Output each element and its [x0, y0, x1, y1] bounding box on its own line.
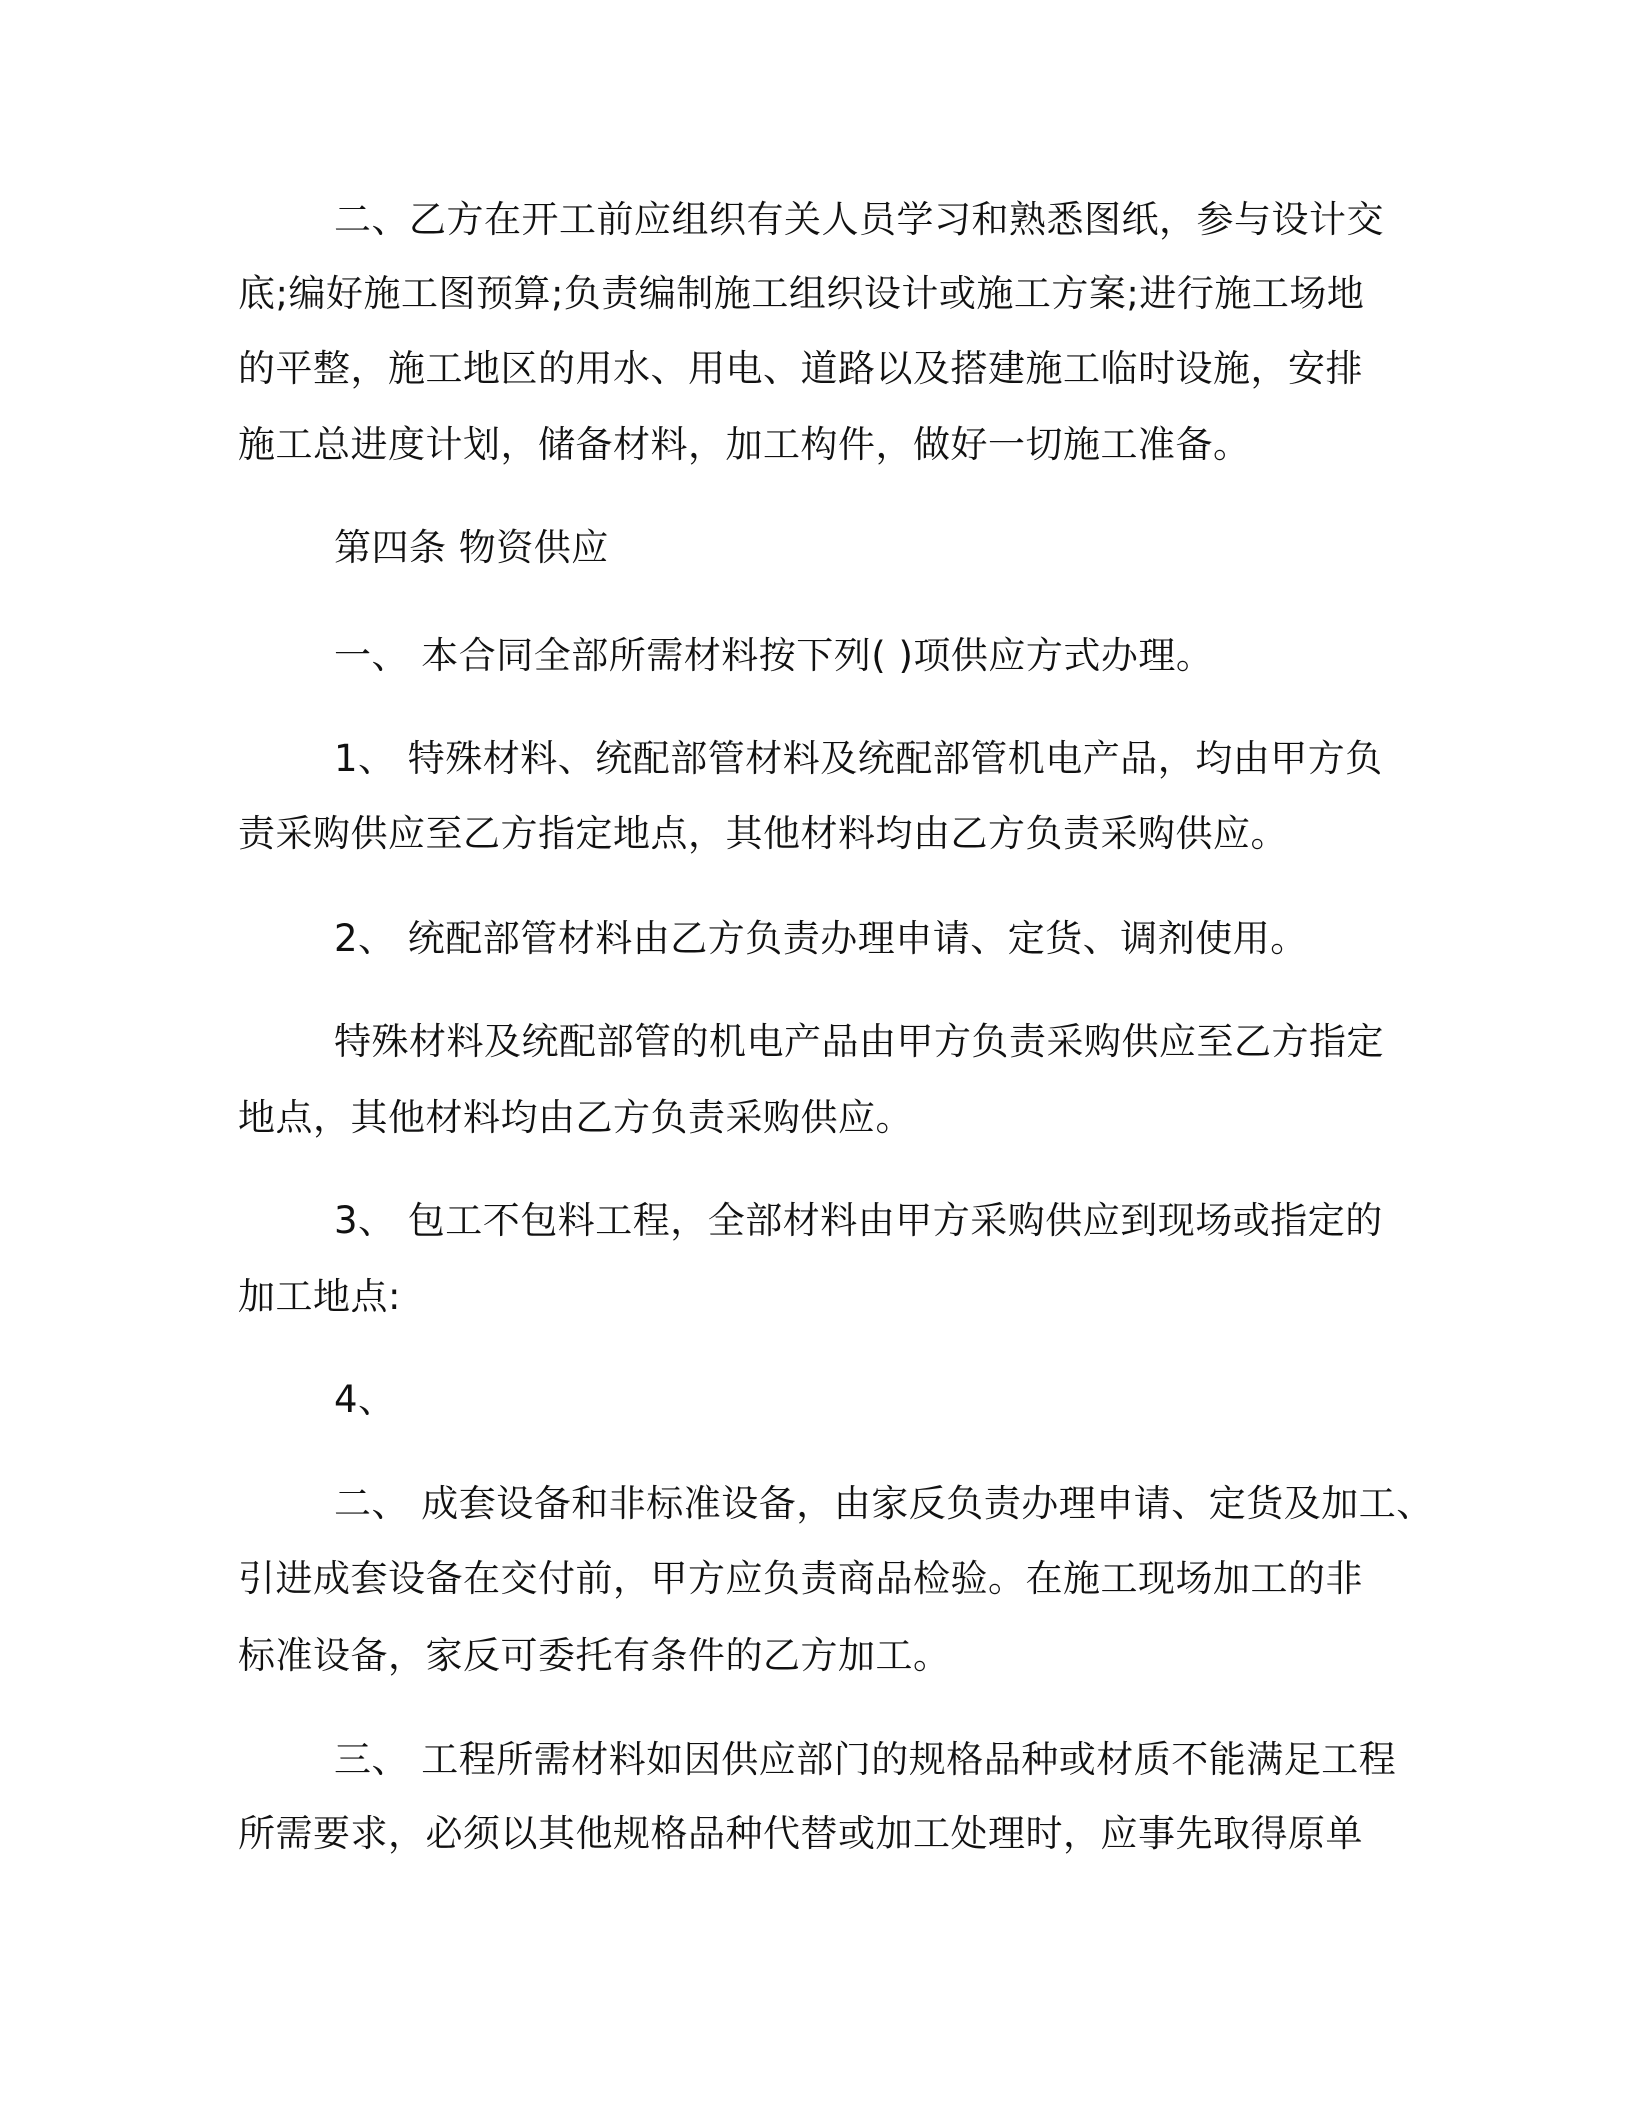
- paragraph-3-line-1: 一、 本合同全部所需材料按下列( )项供应方式办理。: [334, 634, 1214, 677]
- section-heading: 第四条 物资供应: [334, 526, 609, 569]
- paragraph-1-line-4: 施工总进度计划，储备材料，加工构件，做好一切施工准备。: [238, 423, 1251, 466]
- paragraph-9-line-2: 引进成套设备在交付前，甲方应负责商品检验。在施工现场加工的非: [238, 1557, 1363, 1600]
- paragraph-1-line-2: 底;编好施工图预算;负责编制施工组织设计或施工方案;进行施工场地: [238, 272, 1365, 315]
- paragraph-7-line-1: 3、 包工不包料工程，全部材料由甲方采购供应到现场或指定的: [334, 1199, 1383, 1242]
- paragraph-7-line-2: 加工地点:: [238, 1275, 401, 1318]
- paragraph-10-line-2: 所需要求，必须以其他规格品种代替或加工处理时，应事先取得原单: [238, 1812, 1363, 1855]
- paragraph-1-line-1: 二、乙方在开工前应组织有关人员学习和熟悉图纸，参与设计交: [334, 198, 1384, 241]
- paragraph-10-line-1: 三、 工程所需材料如因供应部门的规格品种或材质不能满足工程: [334, 1738, 1397, 1781]
- paragraph-5-line-1: 2、 统配部管材料由乙方负责办理申请、定货、调剂使用。: [334, 917, 1308, 960]
- paragraph-1-line-3: 的平整，施工地区的用水、用电、道路以及搭建施工临时设施，安排: [238, 347, 1363, 390]
- paragraph-4-line-2: 责采购供应至乙方指定地点，其他材料均由乙方负责采购供应。: [238, 812, 1288, 855]
- paragraph-8-line-1: 4、: [334, 1378, 396, 1421]
- paragraph-9-line-1: 二、 成套设备和非标准设备，由家反负责办理申请、定货及加工、: [334, 1482, 1434, 1525]
- paragraph-9-line-3: 标准设备，家反可委托有条件的乙方加工。: [238, 1634, 951, 1677]
- paragraph-4-line-1: 1、 特殊材料、统配部管材料及统配部管机电产品，均由甲方负: [334, 737, 1383, 780]
- paragraph-6-line-1: 特殊材料及统配部管的机电产品由甲方负责采购供应至乙方指定: [334, 1020, 1384, 1063]
- paragraph-6-line-2: 地点，其他材料均由乙方负责采购供应。: [238, 1096, 913, 1139]
